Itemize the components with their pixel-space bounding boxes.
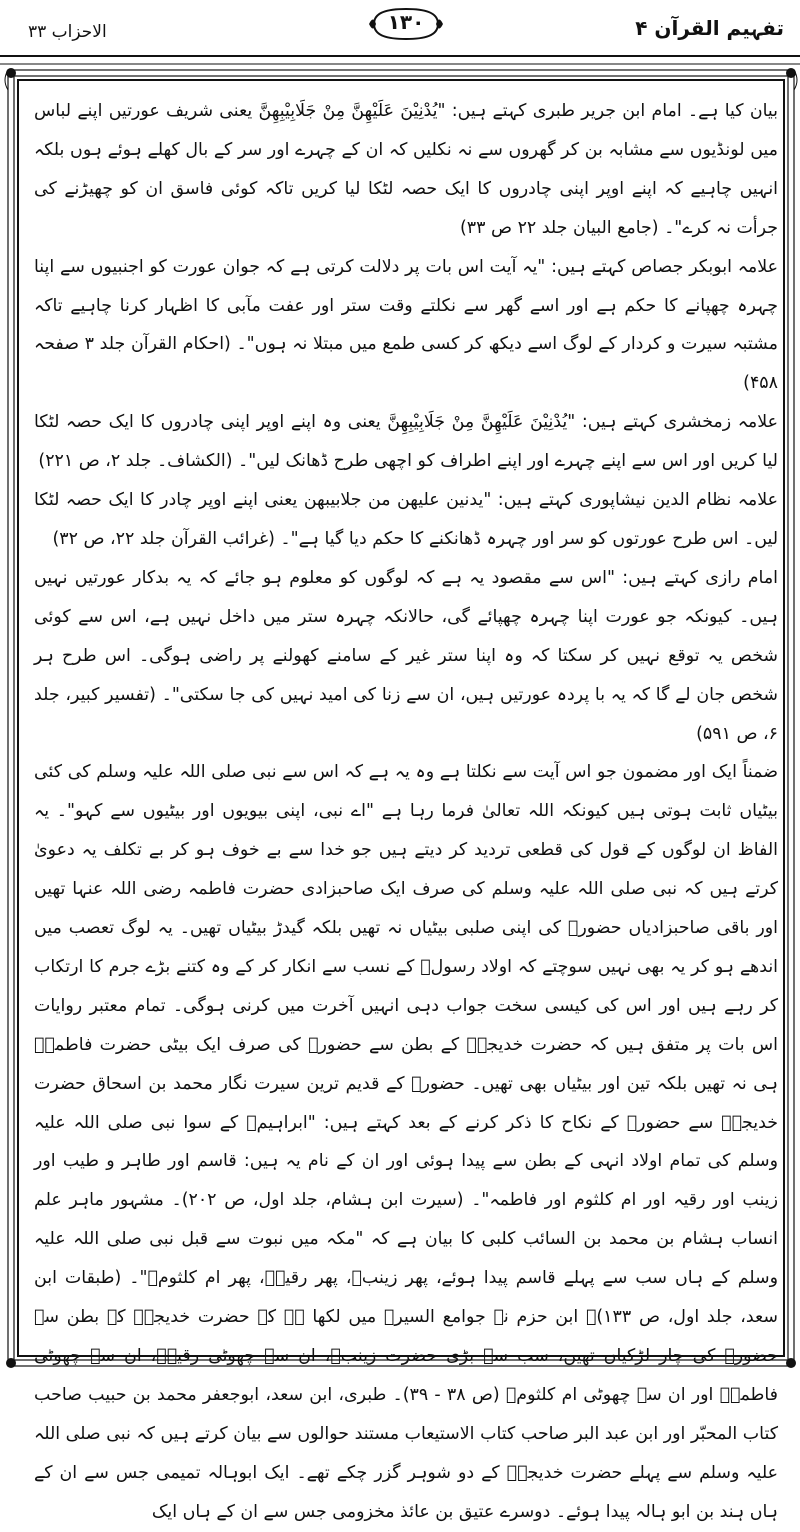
book-title: تفہیم القرآن ۴ bbox=[635, 16, 784, 40]
paragraph-tabari: بیان کیا ہے۔ امام ابن جریر طبری کہتے ہیں: "یُدْنِیْنَ عَلَیْھِنَّ مِنْ جَلَابِیْبِھِنَّ یعنی شریف عورتیں اپنے لباس میں لونڈیوں سے مشابہ بن کر گھروں سے نہ نکلیں کہ ان کے چہرے اور سر کے بال کھلے ہوئے ہوں بلکہ انہیں چاہیے کہ اپنے اوپر اپنی چادروں کا ایک حصہ لٹکا لیا کریں تاکہ کوئی فاسق ان کو چھیڑنے کی جرأت نہ کرے"۔ (جامع البیان جلد ۲۲ ص ۳۳) bbox=[34, 101, 778, 238]
page-body bbox=[34, 92, 778, 1522]
page-number: ۱۳۰ bbox=[387, 10, 425, 34]
page-number-ornament bbox=[368, 6, 444, 42]
surah-reference: الاحزاب ۳۳ bbox=[28, 22, 107, 42]
paragraph-zamakhshari: علامہ زمخشری کہتے ہیں: "یُدْنِیْنَ عَلَیْھِنَّ مِنْ جَلَابِیْبِھِنَّ یعنی وہ اپنے اوپر اپنی چادروں کا ایک حصہ لٹکا لیا کریں اور اس سے اپنے چہرے اور اپنے اطراف کو اچھی طرح ڈھانک لیں"۔ (الکشاف۔ جلد ۲، ص ۲۲۱) bbox=[34, 412, 778, 472]
page-header bbox=[0, 0, 800, 58]
paragraph-razi: امام رازی کہتے ہیں: "اس سے مقصود یہ ہے کہ لوگوں کو معلوم ہو جائے کہ یہ بدکار عورتیں نہیں ہیں۔ کیونکہ جو عورت اپنا چہرہ چھپائے گی، حالانکہ چہرہ ستر میں داخل نہیں ہے، اس سے کوئی شخص یہ توقع نہیں کر سکتا کہ وہ اپنا ستر غیر کے سامنے کھولنے پر راضی ہوگی۔ اس طرح ہر شخص جان لے گا کہ یہ با پردہ عورتیں ہیں، ان سے زنا کی امید نہیں کی جا سکتی"۔ (تفسیر کبیر، جلد ۶، ص ۵۹۱) bbox=[34, 567, 778, 744]
paragraph-jassas: علامہ ابوبکر جصاص کہتے ہیں: "یہ آیت اس بات پر دلالت کرتی ہے کہ جوان عورت کو اجنبیوں سے اپنا چہرہ چھپانے کا حکم ہے اور اسے گھر سے نکلتے وقت ستر اور عفت مآبی کا اظہار کرنا چاہیے تاکہ مشتبہ سیرت و کردار کے لوگ اسے دیکھ کر کسی طمع میں مبتلا نہ ہوں"۔ (احکام القرآن جلد ۳ صفحہ ۴۵۸) bbox=[34, 256, 778, 394]
paragraph-nishapuri: علامہ نظام الدین نیشاپوری کہتے ہیں: "یدنین علیھن من جلابیبھن یعنی اپنے اوپر چادر کا ایک حصہ لٹکا لیں۔ اس طرح عورتوں کو سر اور چہرہ ڈھانکنے کا حکم دیا گیا ہے"۔ (غرائب القرآن جلد ۲۲، ص ۳۲) bbox=[34, 490, 778, 549]
paragraph-daughters: ضمناً ایک اور مضمون جو اس آیت سے نکلتا ہے وہ یہ ہے کہ اس سے نبی صلی اللہ علیہ وسلم کی کئی بیٹیاں ثابت ہوتی ہیں کیونکہ اللہ تعالیٰ فرما رہا ہے "اے نبی، اپنی بیویوں اور بیٹیوں سے کہو"۔ یہ الفاظ ان لوگوں کے قول کی قطعی تردید کر دیتے ہیں جو خدا سے بے خوف ہو کر بے تکلف یہ دعویٰ کرتے ہیں کہ نبی صلی اللہ علیہ وسلم کی صرف ایک صاحبزادی حضرت فاطمہ رضی اللہ عنہا تھیں اور باقی صاحبزادیاں حضورؐ کی اپنی صلبی بیٹیاں نہ تھیں بلکہ گیدڑ بیٹیاں تھیں۔ یہ لوگ تعصب میں اندھے ہو کر یہ بھی نہیں سوچتے کہ اولاد رسولؐ کے نسب سے انکار کر کے وہ کتنے بڑے جرم کا ارتکاب کر رہے ہیں اور اس کی کیسی سخت جواب دہی انہیں آخرت میں کرنی ہوگی۔ تمام معتبر روایات اس بات پر متفق ہیں کہ حضرت خدیجہؓ کے بطن سے حضورؐ کی صرف ایک بیٹی حضرت فاطمہؓ ہی نہ تھیں بلکہ تین اور بیٹیاں بھی تھیں۔ حضورؐ کے قدیم ترین سیرت نگار محمد بن اسحاق حضرت خدیجہؓ سے حضورؐ کے نکاح کا ذکر کرنے کے بعد کہتے ہیں: "ابراہیمؑ کے سوا نبی صلی اللہ علیہ وسلم کی تمام اولاد انہی کے بطن سے پیدا ہوئی اور ان کے نام یہ ہیں: قاسم اور طاہر و طیب اور زینب اور رقیہ اور ام کلثوم اور فاطمہ"۔ (سیرت ابن ہشام، جلد اول، ص ۲۰۲)۔ مشہور ماہر علم انساب ہشام بن محمد بن السائب کلبی کا بیان ہے کہ "مکہ میں نبوت سے قبل نبی صلی اللہ علیہ وسلم کے ہاں سب سے پہلے قاسم پیدا ہوئے، پھر زینبؓ، پھر رقیہؓ، پھر ام کلثومؓ"۔ (طبقات ابن سعد، جلد اول، ص ۱۳۳)۔ ابن حزم نے جوامع السیرۃ میں لکھا ہے کہ حضرت خدیجہؓ کے بطن سے حضورؐ کی چار لڑکیاں تھیں، سب سے بڑی حضرت زینبؓ، ان سے چھوٹی رقیہؓ، ان سے چھوٹی فاطمہؓ اور ان سے چھوٹی ام کلثومؓ (ص ۳۸ - ۳۹)۔ طبری، ابن سعد، ابوجعفر محمد بن حبیب صاحب کتاب المحبّر اور ابن عبد البر صاحب کتاب الاستیعاب مستند حوالوں سے بیان کرتے ہیں کہ نبی صلی اللہ علیہ وسلم سے پہلے حضرت خدیجہؓ کے دو شوہر گزر چکے تھے۔ ایک ابوہالہ تمیمی جس سے ان کے ہاں ہند بن ابو ہالہ پیدا ہوئے۔ دوسرے عتیق بن عائذ مخزومی جس سے ان کے ہاں ایک bbox=[34, 762, 778, 1522]
